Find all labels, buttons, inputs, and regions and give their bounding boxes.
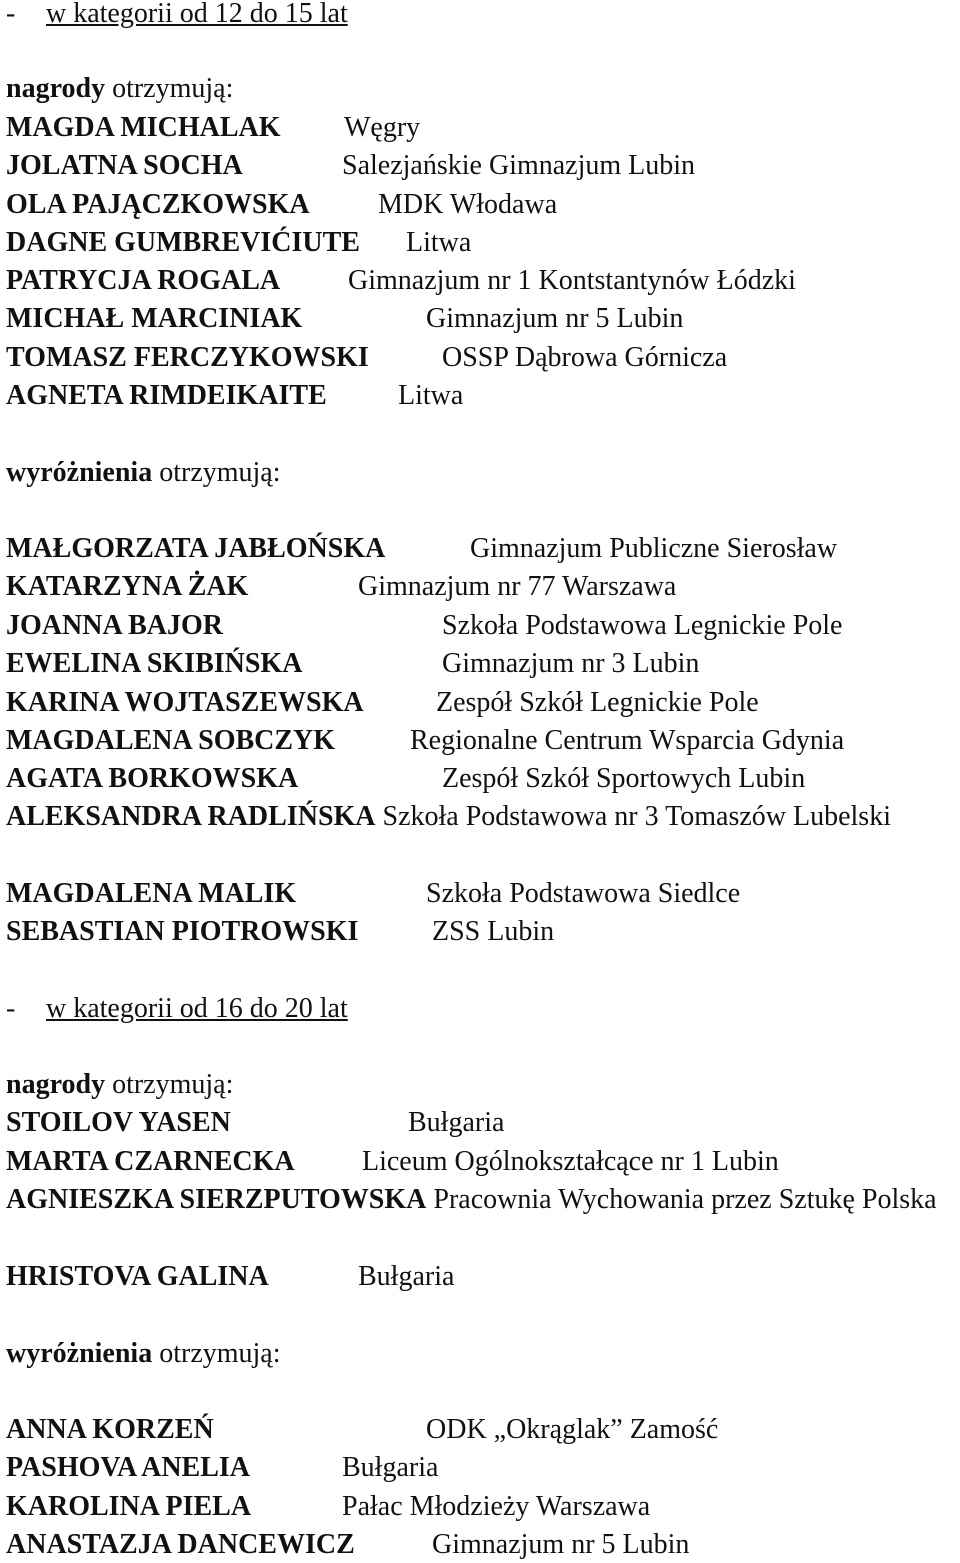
entry-name: ANNA KORZEŃ — [6, 1414, 214, 1445]
entry-institution: MDK Włodawa — [378, 189, 558, 220]
entry-name: PASHOVA ANELIA — [6, 1452, 251, 1483]
entry-institution: OSSP Dąbrowa Górnicza — [442, 342, 728, 373]
distinctions-heading-label: wyróżnienia — [6, 457, 153, 488]
entry-name: MARTA CZARNECKA — [6, 1146, 295, 1177]
entry-name: ANASTAZJA DANCEWICZ — [6, 1529, 355, 1560]
entry-institution: Bułgaria — [358, 1261, 455, 1292]
prize-entry — [6, 111, 421, 145]
entry-institution: ODK „Okrąglak” Zamość — [426, 1414, 719, 1445]
distinctions-heading-suffix: otrzymują: — [152, 1338, 281, 1369]
entry-institution: Gimnazjum nr 3 Lubin — [442, 648, 700, 679]
entry-institution: Bułgaria — [408, 1107, 505, 1138]
prizes-heading — [6, 72, 233, 106]
prize-entry — [6, 1106, 505, 1140]
prize-entry — [6, 226, 472, 260]
entry-name: MAGDA MICHALAK — [6, 112, 281, 143]
prize-entry — [6, 379, 464, 413]
distinction-entry — [6, 1490, 651, 1524]
entry-institution: Regionalne Centrum Wsparcia Gdynia — [410, 725, 845, 756]
prizes-heading — [6, 1068, 233, 1102]
entry-name: DAGNE GUMBREVIĆIUTE — [6, 227, 360, 258]
entry-name: EWELINA SKIBIŃSKA — [6, 648, 303, 679]
distinction-entry — [6, 724, 845, 758]
prize-entry — [6, 341, 728, 375]
category-heading — [6, 0, 348, 31]
prizes-heading-label: nagrody — [6, 73, 106, 104]
distinctions-heading-suffix: otrzymują: — [152, 457, 281, 488]
entry-name: MAGDALENA SOBCZYK — [6, 725, 336, 756]
entry-name: MAŁGORZATA JABŁOŃSKA — [6, 533, 386, 564]
entry-name: JOLATNA SOCHA — [6, 150, 243, 181]
entry-institution: Zespół Szkół Sportowych Lubin — [442, 763, 806, 794]
distinction-entry — [6, 915, 555, 949]
entry-institution: Pracownia Wychowania przez Sztukę Polska — [433, 1184, 937, 1215]
entry-name: OLA PAJĄCZKOWSKA — [6, 189, 310, 220]
entry-name: AGNIESZKA SIERZPUTOWSKA — [6, 1184, 427, 1215]
entry-name: STOILOV YASEN — [6, 1107, 231, 1138]
category-dash: - — [6, 0, 16, 29]
distinctions-heading-label: wyróżnienia — [6, 1338, 153, 1369]
category-heading — [6, 992, 348, 1026]
entry-institution: ZSS Lubin — [432, 916, 555, 947]
distinction-entry — [6, 647, 700, 681]
entry-name: ALEKSANDRA RADLIŃSKA — [6, 801, 376, 832]
distinctions-heading — [6, 456, 281, 490]
entry-institution: Pałac Młodzieży Warszawa — [342, 1491, 651, 1522]
entry-institution: Salezjańskie Gimnazjum Lubin — [342, 150, 696, 181]
entry-name: AGATA BORKOWSKA — [6, 763, 299, 794]
entry-name: KARINA WOJTASZEWSKA — [6, 687, 364, 718]
entry-institution: Gimnazjum nr 5 Lubin — [426, 303, 684, 334]
prize-entry — [6, 1180, 954, 1219]
entry-institution: Szkoła Podstawowa Legnickie Pole — [442, 610, 843, 641]
entry-institution: Gimnazjum nr 77 Warszawa — [358, 571, 677, 602]
distinction-entry — [6, 1528, 690, 1562]
entry-name: KATARZYNA ŻAK — [6, 571, 249, 602]
distinction-entry — [6, 1413, 719, 1447]
distinction-entry — [6, 686, 759, 720]
entry-institution: Litwa — [406, 227, 472, 258]
distinction-entry — [6, 609, 843, 643]
entry-name: JOANNA BAJOR — [6, 610, 224, 641]
prizes-heading-label: nagrody — [6, 1069, 106, 1100]
distinctions-heading — [6, 1337, 281, 1371]
entry-institution: Węgry — [344, 112, 421, 143]
distinction-entry — [6, 762, 806, 796]
distinction-entry — [6, 532, 838, 566]
prize-entry — [6, 1260, 455, 1294]
entry-name: AGNETA RIMDEIKAITE — [6, 380, 327, 411]
entry-name: MICHAŁ MARCINIAK — [6, 303, 303, 334]
prizes-heading-suffix: otrzymują: — [105, 1069, 234, 1100]
prizes-heading-suffix: otrzymują: — [105, 73, 234, 104]
prize-entry — [6, 149, 696, 183]
entry-institution: Zespół Szkół Legnickie Pole — [436, 687, 759, 718]
category-title: w kategorii od 16 do 20 lat — [46, 993, 348, 1024]
prize-entry — [6, 264, 796, 298]
prize-entry — [6, 188, 558, 222]
entry-name: PATRYCJA ROGALA — [6, 265, 281, 296]
entry-institution: Szkoła Podstawowa nr 3 Tomaszów Lubelski — [382, 801, 891, 832]
entry-name: MAGDALENA MALIK — [6, 878, 297, 909]
distinction-entry — [6, 797, 954, 836]
entry-institution: Gimnazjum nr 1 Kontstantynów Łódzki — [348, 265, 796, 296]
prize-entry — [6, 1145, 779, 1179]
distinction-entry — [6, 570, 677, 604]
prize-entry — [6, 302, 684, 336]
entry-name: TOMASZ FERCZYKOWSKI — [6, 342, 369, 373]
entry-institution: Liceum Ogólnokształcące nr 1 Lubin — [362, 1146, 779, 1177]
distinction-entry — [6, 1451, 439, 1485]
entry-institution: Bułgaria — [342, 1452, 439, 1483]
entry-institution: Litwa — [398, 380, 464, 411]
distinction-entry — [6, 877, 741, 911]
entry-name: KAROLINA PIELA — [6, 1491, 252, 1522]
entry-name: HRISTOVA GALINA — [6, 1261, 269, 1292]
category-title: w kategorii od 12 do 15 lat — [46, 0, 348, 29]
category-dash: - — [6, 993, 16, 1024]
entry-institution: Gimnazjum nr 5 Lubin — [432, 1529, 690, 1560]
entry-institution: Gimnazjum Publiczne Sierosław — [470, 533, 838, 564]
entry-institution: Szkoła Podstawowa Siedlce — [426, 878, 741, 909]
entry-name: SEBASTIAN PIOTROWSKI — [6, 916, 359, 947]
